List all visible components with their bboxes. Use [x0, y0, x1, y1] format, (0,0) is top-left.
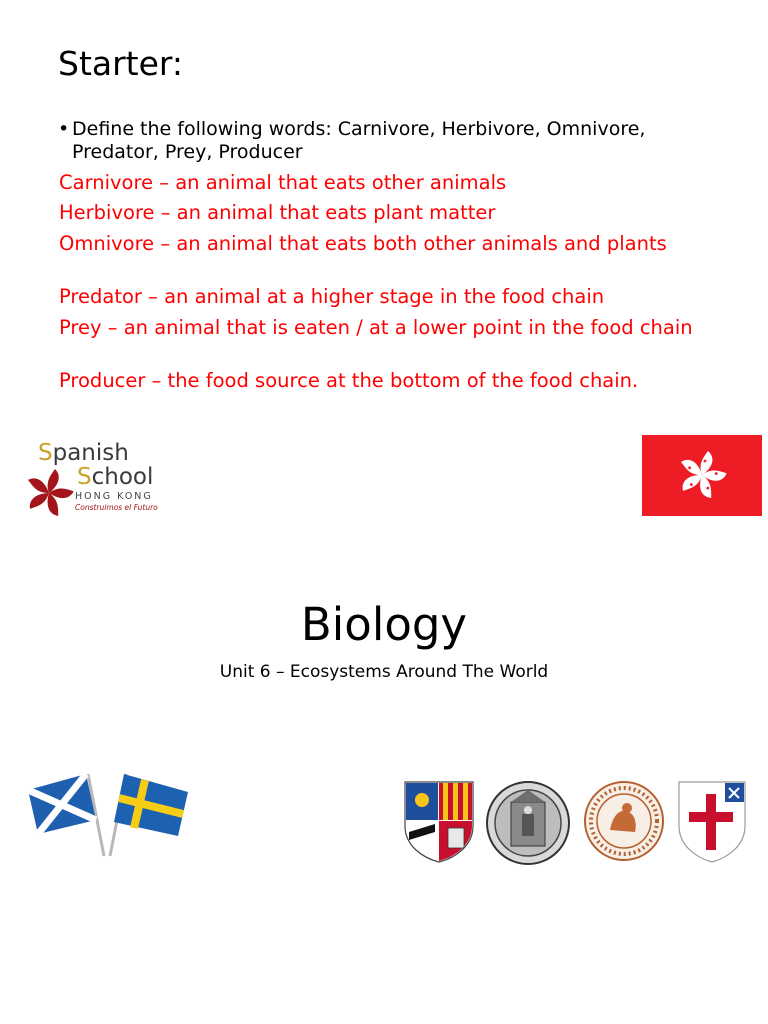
- logo-word-1: Spanish: [38, 440, 129, 466]
- cross-crest-icon: [677, 780, 747, 864]
- bullet-symbol: •: [58, 118, 70, 140]
- university-seal-icon: [485, 780, 571, 866]
- course-subtitle: Unit 6 – Ecosystems Around The World: [219, 662, 549, 682]
- bauhinia-flower-icon: [676, 449, 728, 501]
- school-logo: [22, 440, 162, 520]
- starter-title: Starter:: [58, 44, 184, 83]
- definition-producer: Producer – the food source at the bottom of the food chain.: [59, 369, 639, 392]
- crossed-flags-icon: [26, 768, 194, 860]
- bauhinia-icon: [22, 466, 76, 520]
- bullet-text: Define the following words: Carnivore, Herbivore, Omnivore, Predator, Prey, Producer: [72, 118, 646, 163]
- hong-kong-flag-icon: [642, 435, 762, 516]
- logo-location: HONG KONG: [75, 491, 153, 502]
- university-crest-icon: [403, 780, 475, 864]
- course-title: Biology: [300, 598, 468, 651]
- sweden-flag-icon: [114, 774, 188, 836]
- logo-motto: Construimos el Futuro: [75, 503, 158, 512]
- definition-omnivore: Omnivore – an animal that eats both other animals and plants: [59, 232, 667, 255]
- lund-seal-icon: [583, 780, 665, 862]
- definition-predator: Predator – an animal at a higher stage in the food chain: [59, 285, 605, 308]
- starter-bullet: [58, 118, 698, 164]
- definition-herbivore: Herbivore – an animal that eats plant matter: [59, 201, 496, 224]
- logo-word-2: School: [77, 464, 154, 490]
- definition-prey: Prey – an animal that is eaten / at a lower point in the food chain: [59, 316, 693, 339]
- scotland-flag-icon: [28, 774, 96, 834]
- definition-carnivore: Carnivore – an animal that eats other animals: [59, 171, 507, 194]
